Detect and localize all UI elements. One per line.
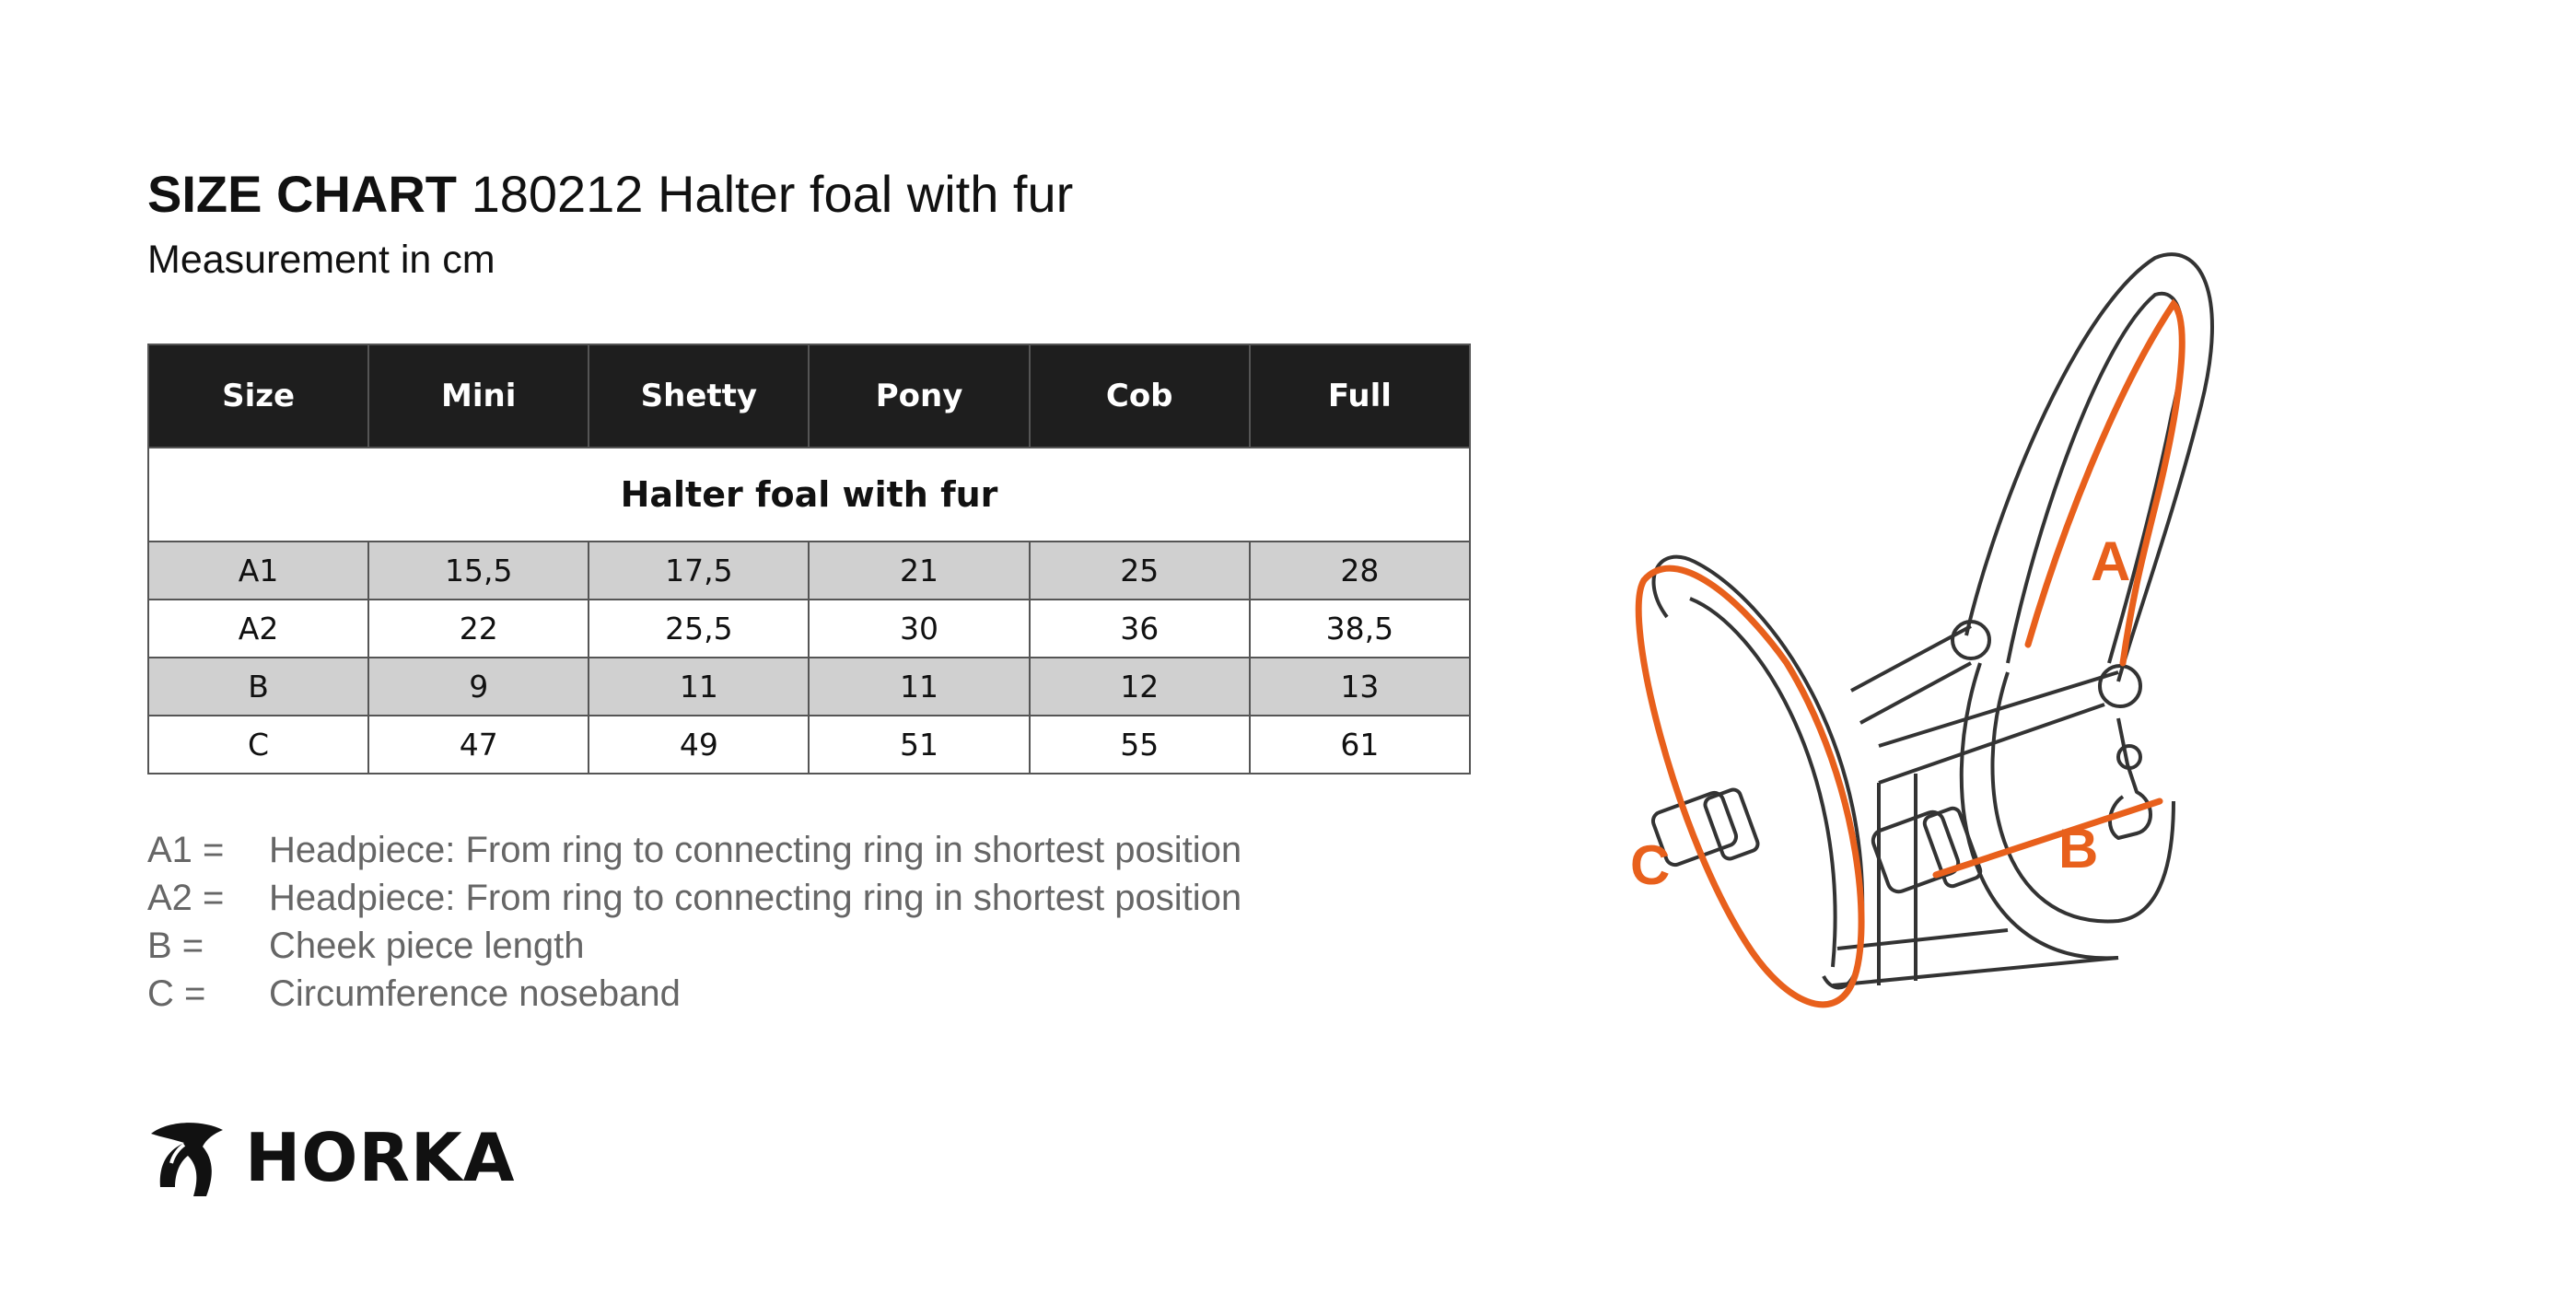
table-cell: 21: [809, 542, 1029, 600]
table-row: [148, 600, 1470, 658]
table-cell: 25,5: [589, 600, 809, 658]
table-cell: 15,5: [368, 542, 589, 600]
table-cell: 38,5: [1250, 600, 1470, 658]
brand-logo: [147, 1117, 515, 1198]
table-cell: 17,5: [589, 542, 809, 600]
table-cell: 30: [809, 600, 1029, 658]
noseband-inner: [1690, 599, 1836, 967]
table-header-row: [148, 344, 1470, 448]
legend-key: A2 =: [147, 878, 225, 918]
page-subtitle: Measurement in cm: [147, 238, 495, 282]
table-caption: Halter foal with fur: [148, 448, 1470, 542]
column-header: Shetty: [589, 344, 809, 448]
legend-key: C =: [147, 973, 206, 1014]
table-row: [148, 716, 1470, 774]
column-header: Size: [148, 344, 368, 448]
table-cell: 13: [1250, 658, 1470, 716]
table-cell: 28: [1250, 542, 1470, 600]
table-cell: 11: [809, 658, 1029, 716]
column-header: Cob: [1030, 344, 1250, 448]
legend-key: B =: [147, 926, 204, 966]
headpiece-strap-inner: [2008, 294, 2183, 663]
horse-head-icon: [147, 1117, 230, 1198]
table-cell: 49: [589, 716, 809, 774]
column-header: Mini: [368, 344, 589, 448]
brow-strap: [1860, 663, 1971, 723]
table-cell: 61: [1250, 716, 1470, 774]
label-c: C: [1630, 834, 1671, 896]
legend-item: [147, 922, 1241, 970]
legend-text: Headpiece: From ring to connecting ring in shortest position: [269, 878, 1242, 918]
halter-outline-icon: [1603, 230, 2302, 1114]
measure-c: [1638, 568, 1861, 1005]
legend-text: Cheek piece length: [269, 926, 585, 966]
table-cell: B: [148, 658, 368, 716]
noseband-lower: [1833, 958, 2118, 985]
table-cell: A1: [148, 542, 368, 600]
table-cell: C: [148, 716, 368, 774]
table-row: [148, 658, 1470, 716]
cheek-strap: [1992, 672, 2174, 921]
legend-item: [147, 874, 1241, 922]
column-header: Full: [1250, 344, 1470, 448]
legend-item: [147, 970, 1241, 1018]
measure-a: [2028, 304, 2182, 663]
page-title: [147, 162, 1073, 227]
table-cell: 22: [368, 600, 589, 658]
size-table: [147, 344, 1471, 774]
label-b: B: [2058, 818, 2099, 879]
table-row: [148, 542, 1470, 600]
legend-text: Circumference noseband: [269, 973, 681, 1014]
title-bold: SIZE CHART: [147, 165, 457, 223]
table-caption-row: [148, 448, 1470, 542]
label-a: A: [2091, 530, 2131, 592]
table-cell: 11: [589, 658, 809, 716]
table-cell: A2: [148, 600, 368, 658]
table-cell: 9: [368, 658, 589, 716]
legend-key: A1 =: [147, 830, 225, 870]
legend-text: Headpiece: From ring to connecting ring in shortest position: [269, 830, 1242, 870]
legend-item: [147, 826, 1241, 874]
table-cell: 55: [1030, 716, 1250, 774]
table-cell: 51: [809, 716, 1029, 774]
column-header: Pony: [809, 344, 1029, 448]
brow-strap: [1851, 626, 1971, 691]
table-cell: 36: [1030, 600, 1250, 658]
table-cell: 12: [1030, 658, 1250, 716]
brand-name: HORKA: [245, 1119, 516, 1196]
title-product: 180212 Halter foal with fur: [471, 165, 1074, 223]
legend: [147, 826, 1241, 1018]
noseband: [1654, 557, 1863, 988]
table-cell: 25: [1030, 542, 1250, 600]
table-cell: 47: [368, 716, 589, 774]
snap-hook: [2110, 718, 2151, 838]
